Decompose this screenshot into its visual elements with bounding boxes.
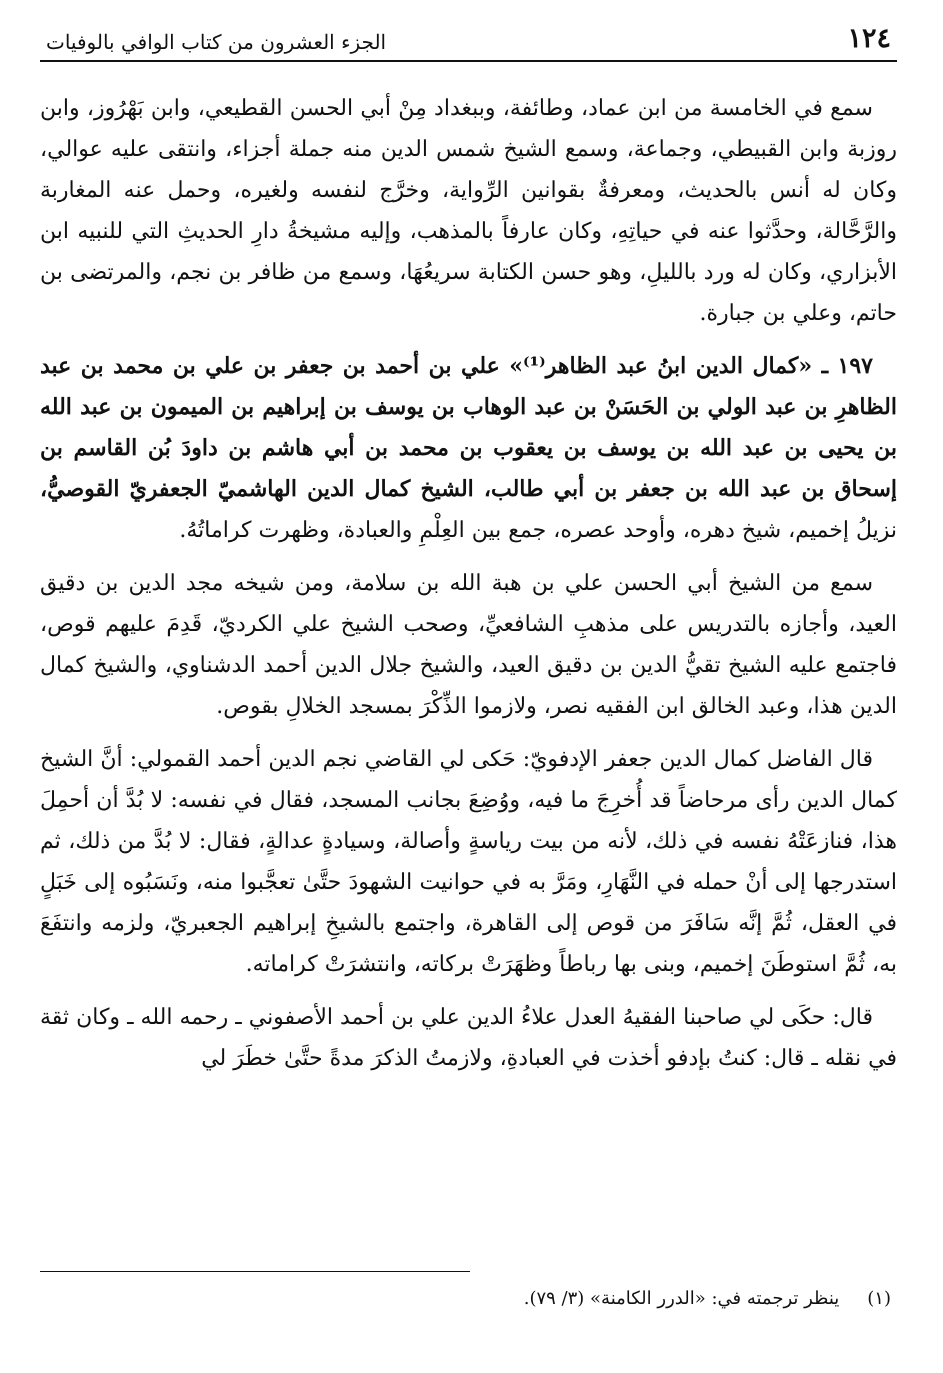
paragraph-4-text: قال الفاضل كمال الدين جعفر الإدفويّ: حَكى لي القاضي نجم الدين أحمد القمولي: أنَّ الشيخ كمال الدين رأى مرحاضاً قد أُخرِجَ ما فيه، ووُضِعَ بجانب المسجد، فقال في نفسه: لا بُدَّ أن أحمِلَ هذا، فنازعَتْهُ نفسه في ذلك، لأنه من بيت رياسةٍ وأصالة، وسيادةٍ عدالةٍ، فقال: لا بُدَّ من ذلك، ثم استدرجها إلى أنْ حمله في النَّهَارِ، ومَرَّ به في حوانيت الشهودَ حتَّىٰ تعجَّبوا منه، ونَسَبُوه إلى خَبَلٍ في العقل، ثُمَّ إنَّه سَافَرَ من قوص إلى القاهرة، واجتمع بالشيخِ إبراهيم الجعبريّ، ولزمه وانتفَعَ به، ثُمَّ استوطَنَ إخميم، وبنى بها رباطاً وظهَرَتْ بركاته، وانتشرَتْ كراماته.	[40, 747, 897, 977]
entry-heading: ١٩٧ ـ «كمال الدين ابنُ عبد الظاهر⁽¹⁾» علي بن أحمد بن جعفر بن علي بن محمد بن عبد الظاهرِ بن عبد الولي بن الحَسَنْ بن عبد الوهاب بن يوسف بن إبراهيم بن الميمون بن عبد الله بن يحيى بن عبد الله بن يوسف بن يعقوب بن محمد بن أبي هاشم بن داودَ بُن القاسم بن إسحاق بن عبد الله بن جعفر بن أبي طالب، الشيخ كمال الدين الهاشميّ الجعفريّ القوصيُّ،	[40, 353, 897, 502]
paragraph-2-text: نزيلُ إخميم، شيخ دهره، وأوحد عصره، جمع بين العِلْمِ والعبادة، وظهرت كراماتُهُ.	[179, 518, 897, 543]
paragraph-1	[40, 88, 897, 334]
paragraph-5-text: قال: حكَى لي صاحبنا الفقيهُ العدل علاءُ الدين علي بن أحمد الأصفوني ـ رحمه الله ـ وكان ثقة في نقله ـ قال: كنتُ بإدفو أخذت في العبادةِ، ولازمتُ الذكرَ مدةً حتَّىٰ خطَرَ لي	[40, 1005, 897, 1071]
running-title: الجزء العشرون من كتاب الوافي بالوفيات	[46, 30, 387, 54]
body-text	[40, 88, 897, 1079]
paragraph-3-text: سمع من الشيخ أبي الحسن علي بن هبة الله بن سلامة، ومن شيخه مجد الدين بن دقيق العيد، وأجازه بالتدريس على مذهبِ الشافعيِّ، وصحب الشيخ علي الكرديّ، قَدِمَ عليهم قوص، فاجتمع عليه الشيخ تقيُّ الدين بن دقيق العيد، والشيخ جلال الدين أحمد الدشناوي، والشيخ كمال الدين هذا، وعبد الخالق ابن الفقيه نصر، ولازموا الذِّكْرَ بمسجد الخلالِ بقوص.	[40, 571, 897, 719]
paragraph-3	[40, 563, 897, 727]
paragraph-5	[40, 997, 897, 1079]
page	[40, 22, 897, 1309]
footnote-divider	[40, 1271, 470, 1272]
paragraph-4	[40, 739, 897, 985]
footnote-marker: (١)	[867, 1288, 891, 1309]
footnote-text: ينظر ترجمته في: «الدرر الكامنة» (٣/ ٧٩).	[523, 1288, 840, 1309]
paragraph-2-entry	[40, 346, 897, 551]
paragraph-1-text: سمع في الخامسة من ابن عماد، وطائفة، وببغداد مِنْ أبي الحسن القطيعي، وابن بَهْرُوز، وابن روزبة وابن القبيطي، وجماعة، وسمع الشيخ شمس الدين منه جملة أجزاء، وانتقى عليه عوالي، وكان له أنس بالحديث، ومعرفةٌ بقوانين الرِّواية، وخرَّج لنفسه ولغيره، وحمل عنه المغاربة والرَّحَّالة، وحدَّثوا عنه في حياتِهِ، وكان عارفاً بالمذهب، وإليه مشيخةُ دارِ الحديثِ التي للنبيه ابن الأبزاري، وكان له ورد بالليلِ، وهو حسن الكتابة سريعُهَا، وسمع من ظافر بن نجم، والمرتضى بن حاتم، وعلي بن جبارة.	[40, 96, 897, 326]
footnote	[40, 1288, 897, 1309]
page-header	[40, 22, 897, 62]
page-number: ١٢٤	[847, 23, 891, 54]
